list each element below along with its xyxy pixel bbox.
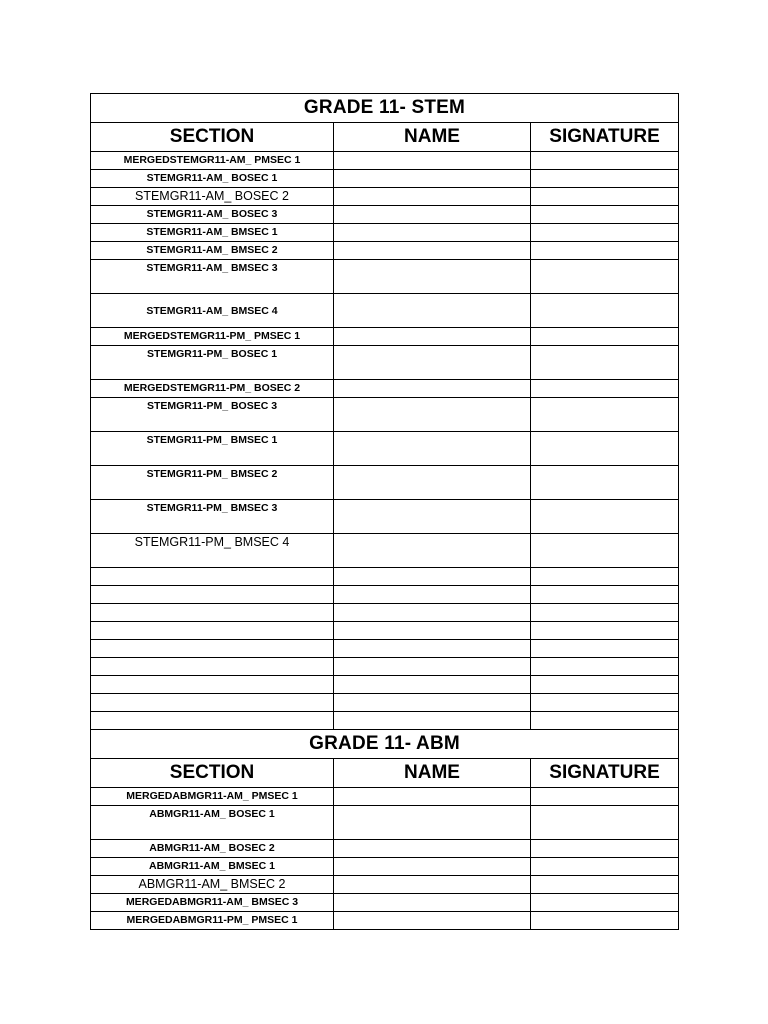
- name-cell[interactable]: [334, 876, 531, 894]
- blank-row: [91, 640, 679, 658]
- abm-section-header: SECTION: [91, 759, 334, 788]
- table-row: [91, 534, 679, 568]
- signature-cell[interactable]: [531, 206, 679, 224]
- blank-row: [91, 676, 679, 694]
- section-cell: MERGEDSTEMGR11-AM_ PMSEC 1: [91, 152, 334, 170]
- blank-row: [91, 694, 679, 712]
- abm-title: GRADE 11- ABM: [91, 730, 679, 759]
- signature-cell[interactable]: [531, 858, 679, 876]
- name-cell[interactable]: [334, 806, 531, 840]
- section-cell: ABMGR11-AM_ BMSEC 2: [91, 876, 334, 894]
- table-row: [91, 260, 679, 294]
- table-row: [91, 466, 679, 500]
- signature-cell[interactable]: [531, 170, 679, 188]
- table-row: [91, 224, 679, 242]
- name-cell[interactable]: [334, 840, 531, 858]
- section-cell[interactable]: [91, 694, 334, 712]
- table-row: [91, 188, 679, 206]
- signature-cell[interactable]: [531, 380, 679, 398]
- section-cell: MERGEDABMGR11-AM_ BMSEC 3: [91, 894, 334, 912]
- section-cell: ABMGR11-AM_ BOSEC 1: [91, 806, 334, 840]
- table-row: [91, 840, 679, 858]
- stem-title-row: [91, 94, 679, 123]
- abm-title-row: [91, 730, 679, 759]
- name-cell[interactable]: [334, 346, 531, 380]
- name-cell[interactable]: [334, 568, 531, 586]
- signature-cell[interactable]: [531, 466, 679, 500]
- name-cell[interactable]: [334, 188, 531, 206]
- stem-name-header: NAME: [334, 123, 531, 152]
- name-cell[interactable]: [334, 398, 531, 432]
- table-row: [91, 806, 679, 840]
- signature-cell[interactable]: [531, 604, 679, 622]
- name-cell[interactable]: [334, 640, 531, 658]
- section-cell: STEMGR11-AM_ BOSEC 1: [91, 170, 334, 188]
- section-cell: MERGEDABMGR11-AM_ PMSEC 1: [91, 788, 334, 806]
- section-cell[interactable]: [91, 622, 334, 640]
- section-cell: STEMGR11-AM_ BMSEC 1: [91, 224, 334, 242]
- signature-cell[interactable]: [531, 152, 679, 170]
- name-cell[interactable]: [334, 224, 531, 242]
- table-row: [91, 170, 679, 188]
- name-cell[interactable]: [334, 380, 531, 398]
- section-cell: STEMGR11-PM_ BOSEC 1: [91, 346, 334, 380]
- table-row: [91, 398, 679, 432]
- stem-signature-header: SIGNATURE: [531, 123, 679, 152]
- signature-cell[interactable]: [531, 912, 679, 930]
- name-cell[interactable]: [334, 622, 531, 640]
- section-cell[interactable]: [91, 676, 334, 694]
- section-cell[interactable]: [91, 658, 334, 676]
- abm-header-row: [91, 759, 679, 788]
- blank-row: [91, 658, 679, 676]
- name-cell[interactable]: [334, 294, 531, 328]
- name-cell[interactable]: [334, 788, 531, 806]
- signature-cell[interactable]: [531, 586, 679, 604]
- name-cell[interactable]: [334, 604, 531, 622]
- section-cell: MERGEDSTEMGR11-PM_ BOSEC 2: [91, 380, 334, 398]
- table-row: [91, 206, 679, 224]
- table-row: [91, 328, 679, 346]
- section-cell: STEMGR11-PM_ BMSEC 3: [91, 500, 334, 534]
- name-cell[interactable]: [334, 242, 531, 260]
- signature-cell[interactable]: [531, 432, 679, 466]
- signature-cell[interactable]: [531, 534, 679, 568]
- table-row: [91, 152, 679, 170]
- section-cell[interactable]: [91, 568, 334, 586]
- section-cell[interactable]: [91, 712, 334, 730]
- table-row: [91, 432, 679, 466]
- section-cell[interactable]: [91, 604, 334, 622]
- signature-cell[interactable]: [531, 712, 679, 730]
- name-cell[interactable]: [334, 328, 531, 346]
- stem-title: GRADE 11- STEM: [91, 94, 679, 123]
- signature-cell[interactable]: [531, 346, 679, 380]
- table-row: [91, 858, 679, 876]
- section-cell[interactable]: [91, 586, 334, 604]
- signature-cell[interactable]: [531, 640, 679, 658]
- table-row: [91, 894, 679, 912]
- name-cell[interactable]: [334, 912, 531, 930]
- section-cell: MERGEDSTEMGR11-PM_ PMSEC 1: [91, 328, 334, 346]
- signature-cell[interactable]: [531, 188, 679, 206]
- table-row: [91, 346, 679, 380]
- table-row: [91, 294, 679, 328]
- table-row: [91, 242, 679, 260]
- signature-cell[interactable]: [531, 788, 679, 806]
- blank-row: [91, 622, 679, 640]
- name-cell[interactable]: [334, 152, 531, 170]
- section-cell: STEMGR11-PM_ BOSEC 3: [91, 398, 334, 432]
- name-cell[interactable]: [334, 466, 531, 500]
- name-cell[interactable]: [334, 260, 531, 294]
- blank-row: [91, 712, 679, 730]
- abm-signature-header: SIGNATURE: [531, 759, 679, 788]
- abm-name-header: NAME: [334, 759, 531, 788]
- name-cell[interactable]: [334, 858, 531, 876]
- section-cell: ABMGR11-AM_ BMSEC 1: [91, 858, 334, 876]
- section-cell: STEMGR11-AM_ BMSEC 2: [91, 242, 334, 260]
- name-cell[interactable]: [334, 500, 531, 534]
- signature-cell[interactable]: [531, 294, 679, 328]
- blank-row: [91, 568, 679, 586]
- table-row: [91, 380, 679, 398]
- signature-cell[interactable]: [531, 840, 679, 858]
- name-cell[interactable]: [334, 658, 531, 676]
- section-cell: STEMGR11-PM_ BMSEC 1: [91, 432, 334, 466]
- signature-cell[interactable]: [531, 568, 679, 586]
- name-cell[interactable]: [334, 694, 531, 712]
- name-cell[interactable]: [334, 586, 531, 604]
- section-cell: STEMGR11-PM_ BMSEC 2: [91, 466, 334, 500]
- blank-row: [91, 586, 679, 604]
- signature-sheet-table: [90, 93, 679, 930]
- table-row: [91, 788, 679, 806]
- signature-cell[interactable]: [531, 806, 679, 840]
- name-cell[interactable]: [334, 894, 531, 912]
- section-cell: STEMGR11-PM_ BMSEC 4: [91, 534, 334, 568]
- section-cell: STEMGR11-AM_ BMSEC 3: [91, 260, 334, 294]
- table-row: [91, 912, 679, 930]
- signature-cell[interactable]: [531, 260, 679, 294]
- signature-cell[interactable]: [531, 876, 679, 894]
- signature-cell[interactable]: [531, 658, 679, 676]
- section-cell[interactable]: [91, 640, 334, 658]
- section-cell: STEMGR11-AM_ BOSEC 2: [91, 188, 334, 206]
- name-cell[interactable]: [334, 170, 531, 188]
- signature-cell[interactable]: [531, 242, 679, 260]
- name-cell[interactable]: [334, 206, 531, 224]
- stem-section-header: SECTION: [91, 123, 334, 152]
- signature-cell[interactable]: [531, 224, 679, 242]
- signature-cell[interactable]: [531, 622, 679, 640]
- signature-cell[interactable]: [531, 894, 679, 912]
- signature-cell[interactable]: [531, 694, 679, 712]
- section-cell: STEMGR11-AM_ BOSEC 3: [91, 206, 334, 224]
- section-cell: ABMGR11-AM_ BOSEC 2: [91, 840, 334, 858]
- section-cell: MERGEDABMGR11-PM_ PMSEC 1: [91, 912, 334, 930]
- table-row: [91, 500, 679, 534]
- signature-cell[interactable]: [531, 500, 679, 534]
- table-row: [91, 876, 679, 894]
- section-cell: STEMGR11-AM_ BMSEC 4: [91, 294, 334, 328]
- name-cell[interactable]: [334, 534, 531, 568]
- signature-cell[interactable]: [531, 328, 679, 346]
- name-cell[interactable]: [334, 432, 531, 466]
- signature-cell[interactable]: [531, 398, 679, 432]
- name-cell[interactable]: [334, 712, 531, 730]
- signature-cell[interactable]: [531, 676, 679, 694]
- stem-header-row: [91, 123, 679, 152]
- name-cell[interactable]: [334, 676, 531, 694]
- blank-row: [91, 604, 679, 622]
